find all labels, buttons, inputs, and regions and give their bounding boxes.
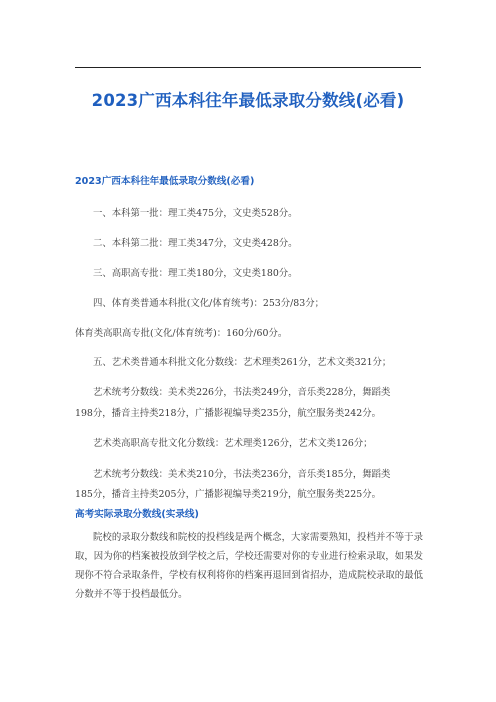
- section-heading-cutoff-scores: 2023广西本科往年最低录取分数线(必看): [75, 176, 255, 187]
- score-line: 198分，播音主持类218分，广播影视编导类235分，航空服务类242分。: [75, 408, 381, 419]
- score-line: 艺术统考分数线：美术类210分，书法类236分，音乐类185分，舞蹈类: [93, 469, 391, 480]
- score-line: 艺术类高职高专批文化分数线：艺术理类126分，艺术文类126分；: [93, 438, 373, 449]
- score-line: 四、体育类普通本科批(文化/体育统考)：253分/83分；: [93, 298, 324, 309]
- score-line: 五、艺术类普通本科批文化分数线：艺术理类261分，艺术文类321分；: [93, 357, 392, 368]
- score-line: 一、本科第一批：理工类475分，文史类528分。: [93, 208, 298, 219]
- explanation-paragraph: 院校的录取分数线和院校的投档线是两个概念，大家需要熟知，投档并不等于录取，因为你的档案被投放到学校之后，学校还需要对你的专业进行检索录取，如果发现你不符合录取条件，学校有权利将你的档案再退回到省招办，造成院校录取的最低分数并不等于投档最低分。: [75, 532, 423, 600]
- score-line: 三、高职高专批：理工类180分，文史类180分。: [93, 268, 298, 279]
- section-heading-actual-admission: 高考实际录取分数线(实录线): [75, 509, 199, 520]
- score-line: 二、本科第二批：理工类347分，文史类428分。: [93, 238, 298, 249]
- document-title: 2023广西本科往年最低录取分数线(必看): [91, 91, 405, 110]
- score-line: 体育类高职高专批(文化/体育统考)：160分/60分。: [75, 328, 288, 339]
- header-divider: [75, 67, 421, 68]
- score-line: 185分，播音主持类205分，广播影视编导类219分，航空服务类225分。: [75, 489, 381, 500]
- score-line: 艺术统考分数线：美术类226分，书法类249分，音乐类228分，舞蹈类: [93, 387, 391, 398]
